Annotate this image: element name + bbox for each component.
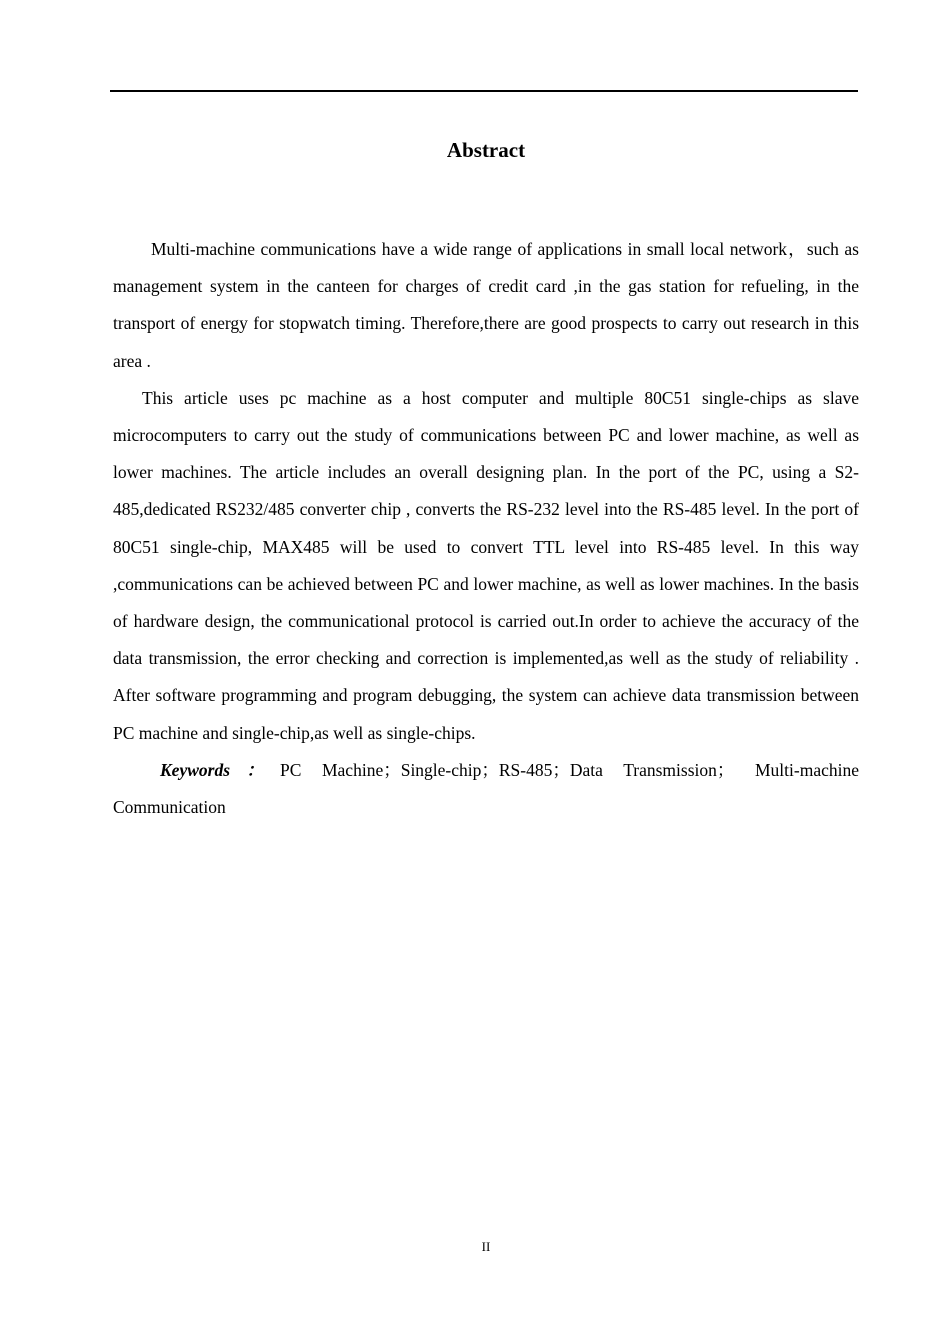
header-rule xyxy=(110,90,858,92)
abstract-paragraph-1: Multi-machine communications have a wide range of applications in small local network，such as management system in the canteen for charges of credit card ,in the gas station for refueling, in the transport of energy for stopwatch timing. Therefore,there are good prospects to carry out research in this area . xyxy=(113,239,859,371)
page-number: II xyxy=(481,1239,491,1254)
abstract-body xyxy=(113,231,859,826)
abstract-title: Abstract xyxy=(446,138,526,162)
keywords-label: Keywords： xyxy=(160,759,280,780)
keywords-list: PC Machine；Single-chip；RS-485；Data Transmission； Multi-machine Communication xyxy=(113,759,859,818)
abstract-paragraph-2: This article uses pc machine as a host computer and multiple 80C51 single-chips as slave microcomputers to carry out the study of communications between PC and lower machine, as well as lower machines. The article includes an overall designing plan. In the port of the PC, using a S2-485,dedicated RS232/485 converter chip , converts the RS-232 level into the RS-485 level. In the port of 80C51 single-chip, MAX485 will be used to convert TTL level into RS-485 level. In this way ,communications can be achieved between PC and lower machine, as well as lower machines. In the basis of hardware design, the communicational protocol is carried out.In order to achieve the accuracy of the data transmission, the error checking and correction is implemented,as well as the study of reliability . After software programming and program debugging, the system can achieve data transmission between PC machine and single-chip,as well as single-chips. xyxy=(113,387,859,743)
keywords-line xyxy=(113,752,859,826)
